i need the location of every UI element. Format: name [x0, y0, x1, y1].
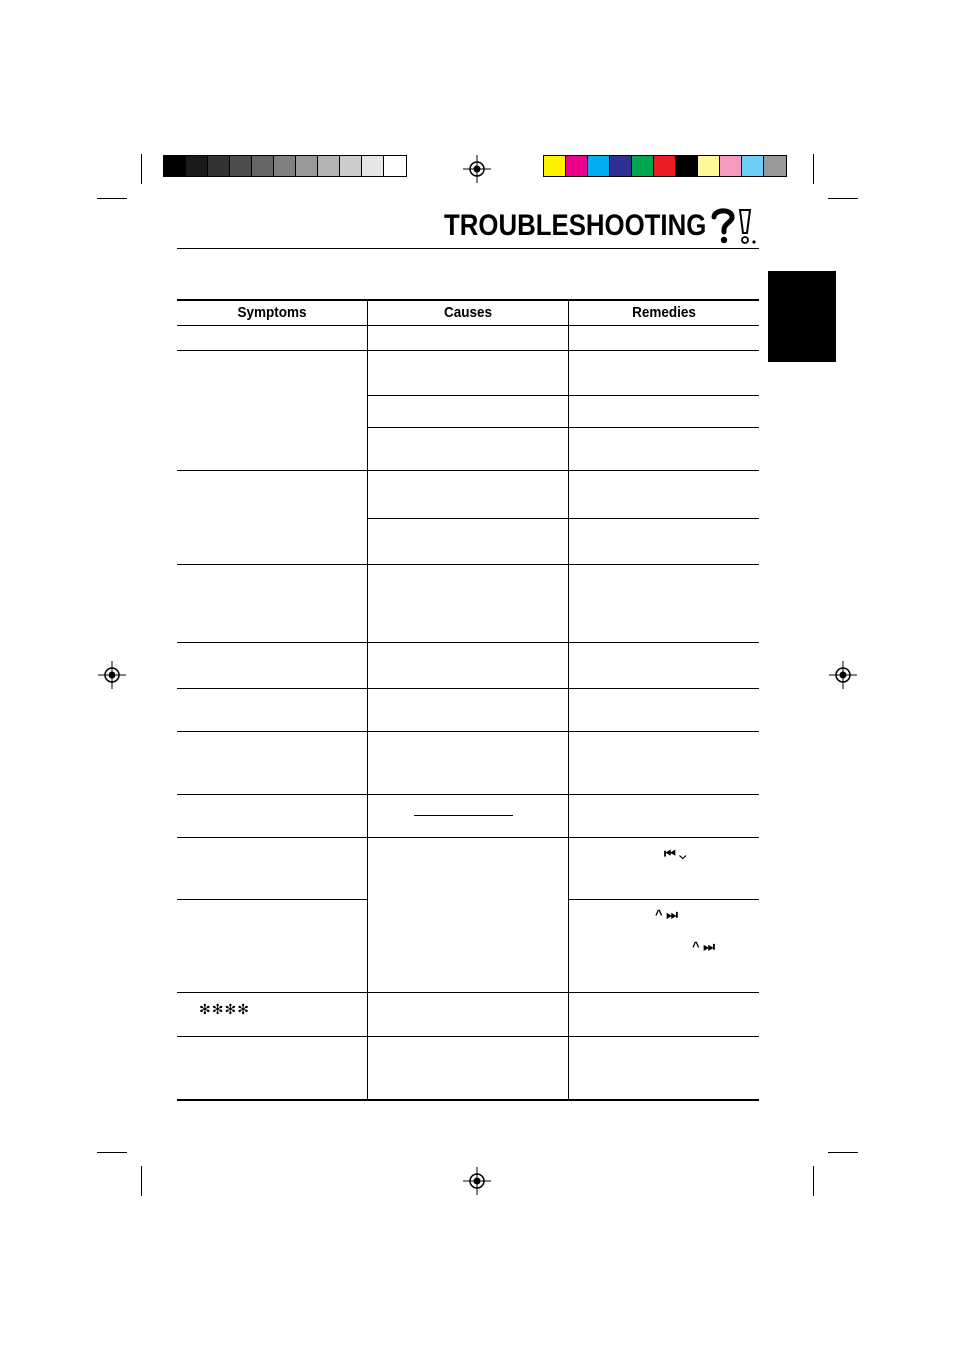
page-title: TROUBLESHOOTING — [444, 209, 707, 242]
table-row — [177, 837, 759, 838]
color-calibration-bar — [543, 155, 787, 177]
crop-mark — [828, 1152, 858, 1153]
color-swatch — [318, 156, 340, 176]
color-swatch — [742, 156, 764, 176]
section-tab — [768, 271, 836, 362]
color-swatch — [676, 156, 698, 176]
color-swatch — [720, 156, 742, 176]
color-swatch — [186, 156, 208, 176]
table-subrow — [177, 899, 367, 900]
table-top-rule — [177, 299, 759, 301]
color-swatch — [632, 156, 654, 176]
table-row — [177, 642, 759, 643]
header-causes: Causes — [443, 304, 493, 321]
color-swatch — [296, 156, 318, 176]
table-row — [177, 794, 759, 795]
table-bottom-rule — [177, 1099, 759, 1101]
registration-mark-icon — [98, 661, 126, 689]
table-subrow — [368, 427, 759, 428]
header-remedies: Remedies — [632, 304, 696, 321]
grayscale-calibration-bar — [163, 155, 407, 177]
table-row — [177, 688, 759, 689]
table-subrow — [368, 395, 759, 396]
crop-mark — [97, 1152, 127, 1153]
color-swatch — [340, 156, 362, 176]
up-next-icon: ^ ⏭ — [692, 939, 715, 954]
color-swatch — [208, 156, 230, 176]
table-row — [177, 992, 759, 993]
table-subrow — [569, 899, 759, 900]
table-row — [177, 731, 759, 732]
underline-mark — [414, 815, 513, 816]
table-row — [177, 350, 759, 351]
table-row — [177, 564, 759, 565]
color-swatch — [610, 156, 632, 176]
registration-mark-icon — [463, 155, 491, 183]
header-symptoms: Symptoms — [237, 304, 307, 321]
column-divider — [367, 300, 368, 1100]
color-swatch — [252, 156, 274, 176]
color-swatch — [274, 156, 296, 176]
prev-down-icon: ⏮ ⌄ — [664, 846, 687, 861]
crop-mark — [813, 154, 814, 184]
up-next-icon: ^ ⏭ — [655, 907, 678, 922]
crop-mark — [813, 1166, 814, 1196]
color-swatch — [164, 156, 186, 176]
registration-mark-icon — [829, 661, 857, 689]
table-subrow — [368, 518, 759, 519]
color-swatch — [698, 156, 720, 176]
crop-mark — [828, 198, 858, 199]
column-divider — [568, 300, 569, 1100]
color-swatch — [588, 156, 610, 176]
title-rule — [177, 248, 759, 249]
color-swatch — [566, 156, 588, 176]
color-swatch — [230, 156, 252, 176]
crop-mark — [141, 154, 142, 184]
question-exclamation-icon — [710, 207, 760, 245]
table-header-rule — [177, 325, 759, 326]
crop-mark — [141, 1166, 142, 1196]
crop-mark — [97, 198, 127, 199]
registration-mark-icon — [463, 1167, 491, 1195]
color-swatch — [544, 156, 566, 176]
asterisks-display: ✻✻✻✻ — [199, 1001, 250, 1017]
color-swatch — [654, 156, 676, 176]
color-swatch — [362, 156, 384, 176]
table-row — [177, 1036, 759, 1037]
table-row — [177, 470, 759, 471]
color-swatch — [764, 156, 786, 176]
color-swatch — [384, 156, 406, 176]
